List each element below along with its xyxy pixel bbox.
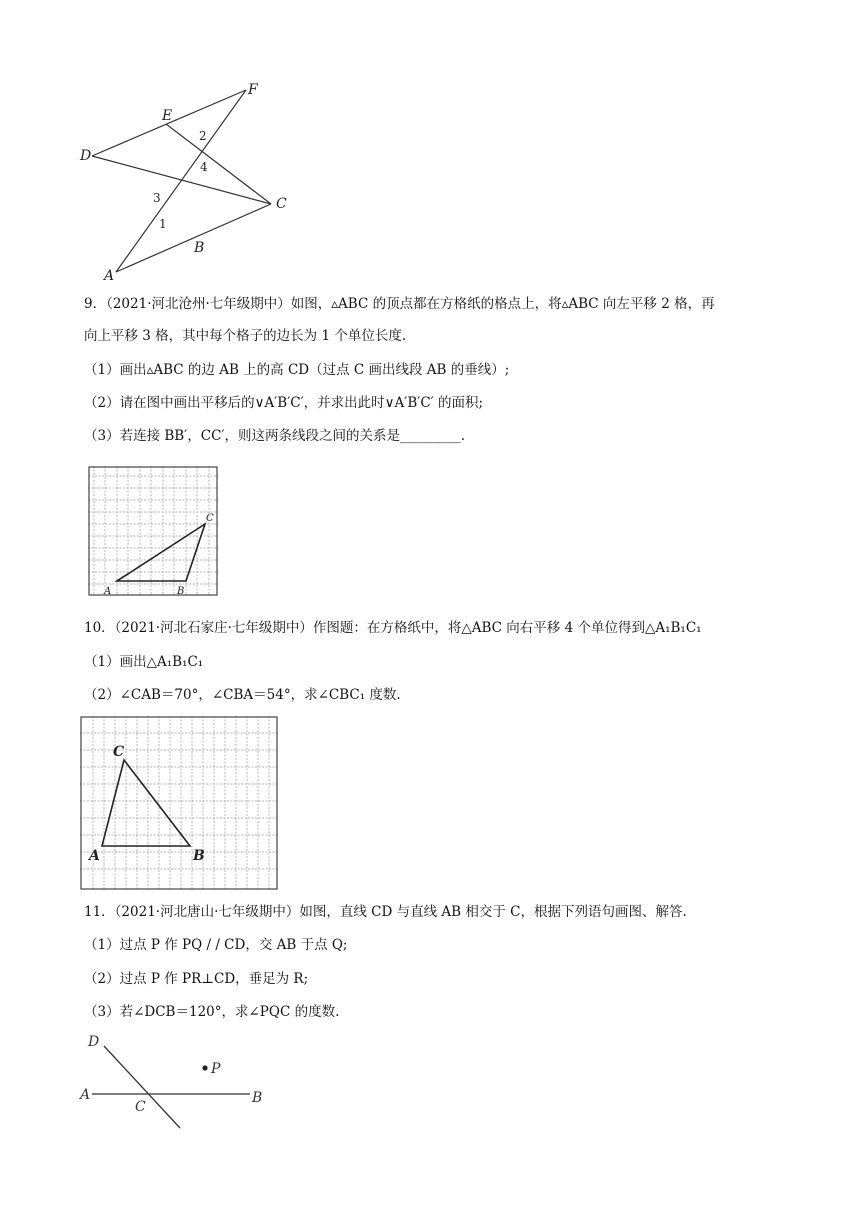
q10-stem: 10．（2021·河北石家庄·七年级期中）作图题：在方格纸中，将△ABC 向右平移 4 个单位得到△A₁B₁C₁ <box>84 620 702 636</box>
grid9-label-B: B <box>177 586 185 597</box>
label-A: A <box>104 268 115 282</box>
q11-stem: 11．（2021·河北唐山·七年级期中）如图，直线 CD 与直线 AB 相交于 C，根据下列语句画图、解答. <box>84 904 687 920</box>
label-C: C <box>276 196 287 212</box>
q11-label-D: D <box>88 1034 100 1050</box>
figure-q11 <box>78 1032 278 1132</box>
q9-sub1: （1）画出▵ABC 的边 AB 上的高 CD（过点 C 画出线段 AB 的垂线）; <box>84 362 510 378</box>
angle-1: 1 <box>159 217 167 231</box>
q9-stem-line1: 9．（2021·河北沧州·七年级期中）如图，▵ABC 的顶点都在方格纸的格点上，将▵ABC 向左平移 2 格，再 <box>84 296 715 312</box>
angle-4: 4 <box>200 160 208 174</box>
q9-sub2: （2）请在图中画出平移后的∨A′B′C′，并求出此时∨A′B′C′ 的面积; <box>84 395 484 411</box>
label-F: F <box>248 82 258 98</box>
grid9-label-C: C <box>206 513 214 524</box>
q9-sub3: （3）若连接 BB′，CC′，则这两条线段之间的关系是_________. <box>84 428 466 444</box>
label-E: E <box>162 108 173 124</box>
q11-label-C: C <box>135 1099 146 1115</box>
figure-q9-grid <box>88 466 222 598</box>
q11-label-A: A <box>80 1087 91 1103</box>
grid10-label-B: B <box>193 848 205 864</box>
q11-sub3: （3）若∠DCB＝120°，求∠PQC 的度数. <box>84 1004 340 1020</box>
figure-q10-grid <box>80 716 280 892</box>
q11-sub1: （1）过点 P 作 PQ / / CD，交 AB 于点 Q; <box>84 937 348 953</box>
label-B: B <box>194 240 205 256</box>
angle-2: 2 <box>199 129 207 143</box>
grid10-label-A: A <box>89 848 100 864</box>
label-D: D <box>80 148 92 164</box>
grid9-label-A: A <box>104 586 112 597</box>
q9-stem-line2: 向上平移 3 格，其中每个格子的边长为 1 个单位长度. <box>84 328 407 344</box>
q11-sub2: （2）过点 P 作 PR⊥CD，垂足为 R; <box>84 971 309 987</box>
grid10-label-C: C <box>113 744 125 760</box>
angle-3: 3 <box>153 191 161 205</box>
q10-sub2: （2）∠CAB＝70°，∠CBA＝54°，求∠CBC₁ 度数. <box>84 687 401 703</box>
q11-label-B: B <box>252 1090 263 1106</box>
q10-sub1: （1）画出△A₁B₁C₁ <box>84 654 204 670</box>
q11-label-P: P <box>211 1061 221 1077</box>
figure-q8 <box>78 82 298 282</box>
point-P <box>202 1065 207 1070</box>
